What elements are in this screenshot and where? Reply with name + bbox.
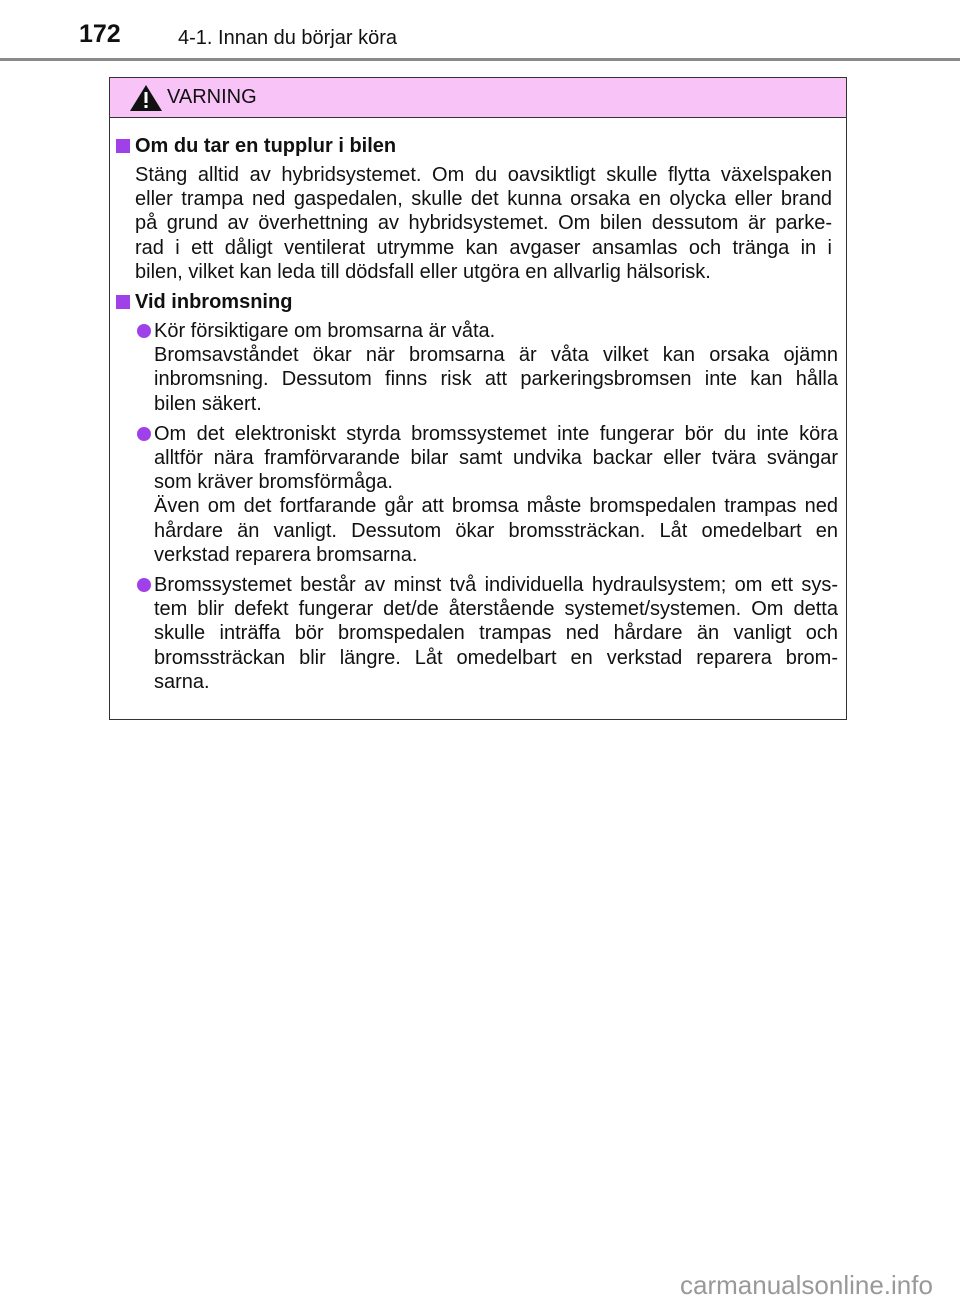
text-line: Kör försiktigare om bromsarna är våta. <box>154 320 496 343</box>
watermark: carmanualsonline.info <box>680 1270 933 1300</box>
bullet-item <box>154 319 838 416</box>
bullet-item <box>154 573 838 694</box>
warning-content <box>110 134 846 700</box>
warning-header <box>110 78 846 118</box>
circle-bullet-icon <box>137 427 151 441</box>
text-line: Bromssystemet består av minst två individuella hydraulsystem; om ett sys- <box>154 574 838 597</box>
warning-box <box>109 77 847 720</box>
text-line: bromssträckan blir längre. Låt omedelbart en verkstad reparera brom- <box>154 646 838 669</box>
square-bullet-icon <box>116 139 130 153</box>
text-line: alltför nära framförvarande bilar samt undvika backar eller tvära svängar <box>154 447 838 470</box>
text-line: eller trampa ned gaspedalen, skulle det kunna orsaka en olycka eller brand <box>135 188 832 211</box>
section-title <box>135 290 846 314</box>
text-line: Stäng alltid av hybridsystemet. Om du oavsiktligt skulle flytta växelspaken <box>135 164 832 186</box>
page-number: 172 <box>79 20 121 48</box>
header-rule <box>0 58 960 61</box>
text-line: rad i ett dåligt ventilerat utrymme kan avgaser ansamlas och tränga in i <box>135 236 832 259</box>
text-line: bilen säkert. <box>154 392 262 415</box>
section-title-text: Om du tar en tupplur i bilen <box>135 135 397 157</box>
text-line: inbromsning. Dessutom finns risk att parkeringsbromsen inte kan hålla <box>154 368 838 391</box>
chapter-title: 4-1. Innan du börjar köra <box>178 27 398 49</box>
text-line: Om det elektroniskt styrda bromssystemet inte fungerar bör du inte köra <box>154 422 838 445</box>
text-line: verkstad reparera bromsarna. <box>154 543 418 566</box>
text-line: på grund av överhettning av hybridsystemet. Om bilen dessutom är parke- <box>135 212 832 235</box>
text-line: hårdare än vanligt. Dessutom ökar bromssträckan. Låt omedelbart en <box>154 519 838 542</box>
text-line: Även om det fortfarande går att bromsa måste bromspedalen trampas ned <box>154 495 838 518</box>
circle-bullet-icon <box>137 324 151 338</box>
text-line: tem blir defekt fungerar det/de återstående systemet/systemen. Om detta <box>154 598 838 621</box>
section-title-text: Vid inbromsning <box>135 291 293 314</box>
circle-bullet-icon <box>137 578 151 592</box>
section-paragraph <box>135 163 832 284</box>
bullet-list <box>110 319 846 694</box>
text-line: skulle inträffa bör bromspedalen trampas ned hårdare än vanligt och <box>154 622 838 645</box>
text-line: som kräver bromsförmåga. <box>154 471 393 494</box>
warning-label: VARNING <box>167 86 257 108</box>
square-bullet-icon <box>116 295 130 309</box>
warning-triangle-icon <box>129 84 163 112</box>
text-line: bilen, vilket kan leda till dödsfall eller utgöra en allvarlig hälsorisk. <box>135 260 711 283</box>
text-line: sarna. <box>154 670 210 693</box>
bullet-item <box>154 422 838 567</box>
section-title <box>135 134 846 158</box>
text-line: Bromsavståndet ökar när bromsarna är våta vilket kan orsaka ojämn <box>154 344 838 367</box>
